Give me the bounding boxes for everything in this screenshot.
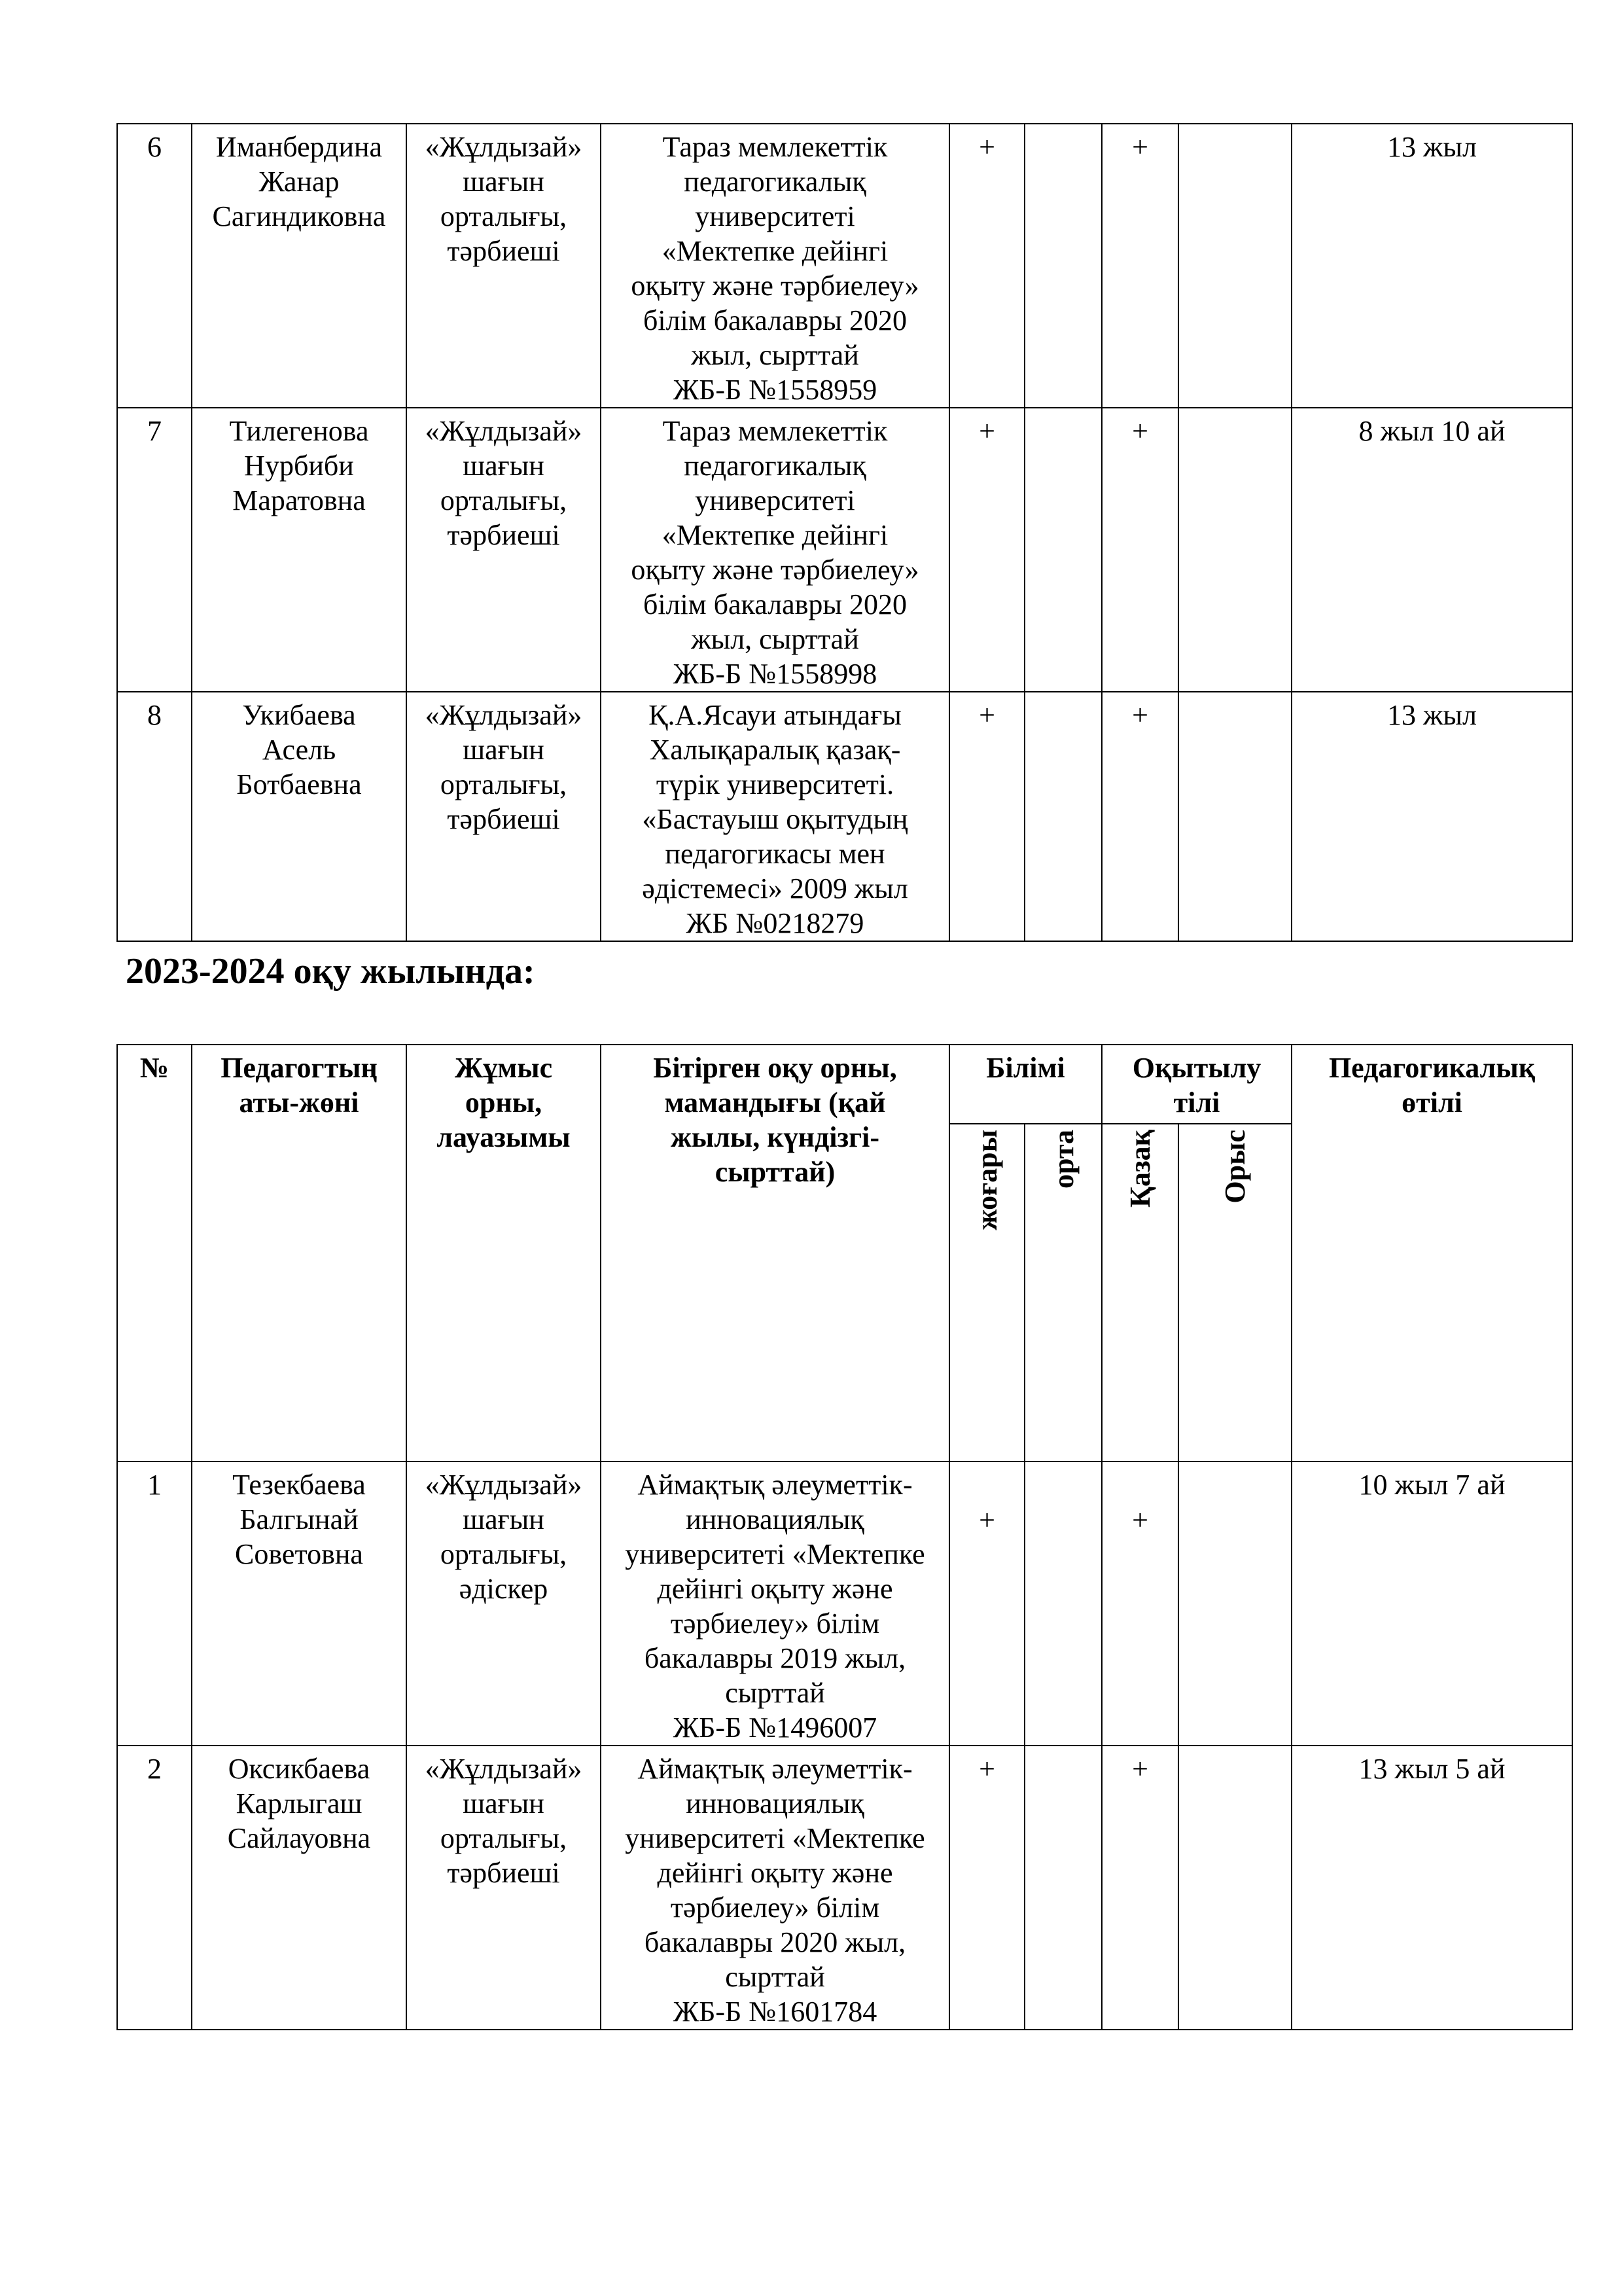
russian-language-mark [1178, 692, 1292, 941]
secondary-education-mark [1025, 1746, 1102, 2030]
education-info-line: инновациялық [686, 1503, 864, 1535]
education-info-line: түрік университеті. [656, 768, 894, 800]
work-position-line: тәрбиеші [447, 235, 560, 267]
work-position-line: шағын [463, 166, 544, 198]
education-info-line: университеті [695, 484, 855, 516]
row-number: 8 [117, 692, 192, 941]
header-line: жылы, күндізгі- [670, 1121, 880, 1153]
education-info-line: тәрбиелеу» білім [670, 1607, 880, 1640]
teacher-name-line: Советовна [235, 1538, 363, 1570]
header-secondary [1025, 1124, 1102, 1462]
header-russian-label: Орыс [1219, 1130, 1252, 1204]
teacher-name-line: Ботбаевна [236, 768, 362, 800]
header-experience [1292, 1045, 1572, 1462]
header-education [601, 1045, 949, 1462]
teacher-name-line: Сагиндиковна [212, 200, 386, 232]
header-work [406, 1045, 601, 1462]
work-position [406, 1746, 601, 2030]
teachers-table-continued [116, 123, 1573, 942]
education-info-line: Аймақтық әлеуметтік- [637, 1469, 913, 1501]
table-row [117, 692, 1572, 941]
work-position-line: «Жұлдызай» [425, 699, 582, 731]
header-number: № [117, 1045, 192, 1462]
work-position [406, 124, 601, 408]
header-line: аты-жөні [239, 1086, 359, 1119]
kazakh-language-mark: + [1102, 1462, 1178, 1746]
work-position-line: шағын [463, 734, 544, 766]
teacher-name [192, 1746, 406, 2030]
work-position-line: әдіскер [459, 1573, 548, 1605]
education-info [601, 1462, 949, 1746]
kazakh-language-mark: + [1102, 1746, 1178, 2030]
teaching-experience: 8 жыл 10 ай [1292, 408, 1572, 692]
education-info-line: университеті «Мектепке [625, 1538, 925, 1570]
higher-education-mark: + [949, 408, 1025, 692]
education-info-line: Аймақтық әлеуметтік- [637, 1753, 913, 1785]
education-info-line: инновациялық [686, 1787, 864, 1820]
education-info-line: оқыту және тәрбиелеу» [631, 554, 919, 586]
teacher-name-line: Нурбиби [244, 450, 354, 482]
secondary-education-mark [1025, 1462, 1102, 1746]
education-info [601, 692, 949, 941]
section-heading: 2023-2024 оқу жылында: [126, 951, 535, 992]
work-position [406, 692, 601, 941]
header-line: Педагогикалық [1328, 1052, 1536, 1084]
header-line: Бітірген оқу орны, [653, 1052, 897, 1084]
work-position-line: тәрбиеші [447, 803, 560, 835]
higher-education-mark: + [949, 1462, 1025, 1746]
education-info-line: «Бастауыш оқытудың [642, 803, 908, 835]
education-info-line: білім бакалавры 2020 [643, 588, 907, 620]
work-position-line: шағын [463, 1503, 544, 1535]
header-name [192, 1045, 406, 1462]
header-line: Педагогтың [221, 1052, 378, 1084]
header-line: сырттай) [715, 1156, 836, 1188]
kazakh-language-mark: + [1102, 408, 1178, 692]
education-info-line: ЖБ-Б №1496007 [673, 1712, 877, 1744]
header-line: орны, [465, 1086, 542, 1119]
teacher-name-line: Оксикбаева [228, 1753, 370, 1785]
row-number: 7 [117, 408, 192, 692]
education-info-line: бакалавры 2019 жыл, [644, 1642, 906, 1674]
education-info-line: Тараз мемлекеттік [662, 415, 888, 447]
row-number: 6 [117, 124, 192, 408]
education-info-line: жыл, сырттай [691, 339, 859, 371]
teacher-name-line: Маратовна [232, 484, 366, 516]
work-position-line: орталығы, [440, 1822, 567, 1854]
education-info-line: әдістемесі» 2009 жыл [642, 872, 908, 905]
teacher-name [192, 124, 406, 408]
russian-language-mark [1178, 124, 1292, 408]
secondary-education-mark [1025, 124, 1102, 408]
work-position [406, 408, 601, 692]
education-info-line: университеті [695, 200, 855, 232]
education-info-line: «Мектепке дейінгі [662, 235, 889, 267]
education-info-line: Қ.А.Ясауи атындағы [648, 699, 902, 731]
teacher-name-line: Балгынай [239, 1503, 359, 1535]
work-position-line: шағын [463, 450, 544, 482]
education-info-line: білім бакалавры 2020 [643, 304, 907, 336]
kazakh-language-mark: + [1102, 124, 1178, 408]
teacher-name [192, 408, 406, 692]
teacher-name-line: Карлыгаш [236, 1787, 362, 1820]
work-position-line: тәрбиеші [447, 519, 560, 551]
secondary-education-mark [1025, 408, 1102, 692]
header-line: мамандығы (қай [664, 1086, 886, 1119]
work-position-line: «Жұлдызай» [425, 131, 582, 163]
education-info-line: сырттай [725, 1677, 825, 1709]
header-line: лауазымы [436, 1121, 571, 1153]
teaching-experience: 13 жыл [1292, 692, 1572, 941]
header-secondary-label: орта [1047, 1130, 1080, 1189]
teacher-name-line: Асель [262, 734, 336, 766]
table-row [117, 1746, 1572, 2030]
teaching-experience: 13 жыл 5 ай [1292, 1746, 1572, 2030]
header-kazakh [1102, 1124, 1178, 1462]
education-info-line: дейінгі оқыту және [657, 1857, 893, 1889]
header-higher [949, 1124, 1025, 1462]
education-info [601, 124, 949, 408]
education-info-line: Тараз мемлекеттік [662, 131, 888, 163]
table-row [117, 124, 1572, 408]
work-position-line: «Жұлдызай» [425, 415, 582, 447]
higher-education-mark: + [949, 1746, 1025, 2030]
header-line: Жұмыс [454, 1052, 553, 1084]
header-line: тілі [1173, 1086, 1220, 1119]
education-info-line: тәрбиелеу» білім [670, 1892, 880, 1924]
education-info-line: педагогикасы мен [665, 838, 885, 870]
work-position-line: орталығы, [440, 484, 567, 516]
teacher-name-line: Тезекбаева [232, 1469, 366, 1501]
header-language [1102, 1045, 1292, 1124]
teacher-name-line: Укибаева [242, 699, 356, 731]
education-info-line: университеті «Мектепке [625, 1822, 925, 1854]
education-info-line: «Мектепке дейінгі [662, 519, 889, 551]
header-higher-label: жоғары [971, 1130, 1003, 1230]
row-number: 2 [117, 1746, 192, 2030]
teacher-name-line: Иманбердина [215, 131, 383, 163]
education-info-line: Халықаралық қазақ- [649, 734, 901, 766]
teaching-experience: 10 жыл 7 ай [1292, 1462, 1572, 1746]
education-info-line: дейінгі оқыту және [657, 1573, 893, 1605]
work-position-line: тәрбиеші [447, 1857, 560, 1889]
work-position-line: орталығы, [440, 200, 567, 232]
teacher-name-line: Тилегенова [229, 415, 369, 447]
russian-language-mark [1178, 408, 1292, 692]
table-row [117, 408, 1572, 692]
work-position-line: «Жұлдызай» [425, 1753, 582, 1785]
education-info-line: ЖБ №0218279 [686, 907, 864, 939]
teacher-name-line: Сайлауовна [227, 1822, 371, 1854]
header-edu-level: Білімі [949, 1045, 1102, 1124]
education-info-line: сырттай [725, 1961, 825, 1993]
teachers-table-2023-2024 [116, 1044, 1573, 2030]
row-number: 1 [117, 1462, 192, 1746]
work-position [406, 1462, 601, 1746]
education-info-line: педагогикалық [684, 450, 866, 482]
work-position-line: шағын [463, 1787, 544, 1820]
header-line: Оқытылу [1132, 1052, 1262, 1084]
education-info [601, 408, 949, 692]
header-kazakh-label: Қазақ [1124, 1130, 1157, 1208]
education-info-line: ЖБ-Б №1601784 [673, 1996, 877, 2028]
teacher-name [192, 1462, 406, 1746]
header-line: өтілі [1402, 1086, 1462, 1119]
education-info-line: жыл, сырттай [691, 623, 859, 655]
teaching-experience: 13 жыл [1292, 124, 1572, 408]
secondary-education-mark [1025, 692, 1102, 941]
teacher-name [192, 692, 406, 941]
kazakh-language-mark: + [1102, 692, 1178, 941]
higher-education-mark: + [949, 692, 1025, 941]
russian-language-mark [1178, 1462, 1292, 1746]
table-row [117, 1462, 1572, 1746]
education-info [601, 1746, 949, 2030]
education-info-line: педагогикалық [684, 166, 866, 198]
education-info-line: оқыту және тәрбиелеу» [631, 270, 919, 302]
work-position-line: «Жұлдызай» [425, 1469, 582, 1501]
header-row-top [117, 1045, 1572, 1124]
russian-language-mark [1178, 1746, 1292, 2030]
education-info-line: ЖБ-Б №1558959 [673, 374, 877, 406]
higher-education-mark: + [949, 124, 1025, 408]
header-russian [1178, 1124, 1292, 1462]
education-info-line: бакалавры 2020 жыл, [644, 1926, 906, 1958]
teacher-name-line: Жанар [258, 166, 340, 198]
education-info-line: ЖБ-Б №1558998 [673, 658, 877, 690]
work-position-line: орталығы, [440, 768, 567, 800]
work-position-line: орталығы, [440, 1538, 567, 1570]
